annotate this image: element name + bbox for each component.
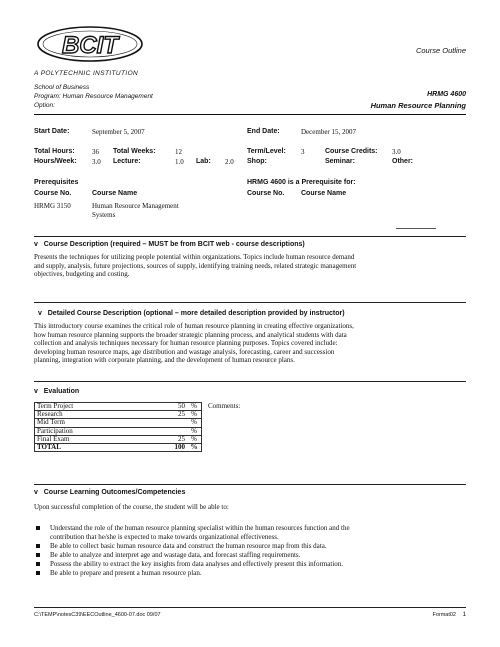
shop-label: Shop: (247, 158, 267, 165)
description-body (34, 253, 466, 279)
option-label: Option: (34, 102, 55, 109)
list-item: Be able to analyze and interpret age and wastage data, and forecast staffing requirements. (36, 551, 456, 560)
evaluation-item: TOTAL (35, 443, 170, 451)
total-weeks-value: 12 (175, 148, 182, 156)
end-date-label: End Date: (247, 128, 280, 135)
bcit-logo (34, 20, 146, 66)
list-item: Understand the role of the human resource planning specialist within the human resources function and the (36, 524, 456, 533)
section-marker: v (34, 489, 38, 496)
bullet-icon (36, 526, 40, 530)
bullet-icon (36, 571, 40, 575)
evaluation-comments: Comments: (208, 401, 241, 410)
evaluation-heading (34, 388, 79, 395)
header-divider (34, 114, 466, 115)
footer-path: C:\TEMP\notesC39\EECOutline_4600-07.doc 09/07 (34, 612, 161, 618)
detailed-line: planning, integration with corporate planning, and the development of human resource plans. (34, 356, 295, 365)
credits-value: 3.0 (392, 148, 401, 156)
prereq-row-name-2: Systems (92, 211, 116, 219)
total-hours-label: Total Hours: (34, 148, 75, 155)
evaluation-weight: 100 (169, 443, 187, 451)
evaluation-item: Research (35, 411, 170, 419)
section-divider-3 (34, 381, 466, 382)
page-number: 1 (462, 612, 466, 618)
evaluation-item: Mid Term (35, 419, 170, 427)
list-item: Be able to prepare and present a human resource plan. (36, 569, 456, 578)
evaluation-row (35, 403, 243, 411)
evaluation-table (34, 402, 242, 452)
evaluation-item: Participation (35, 427, 170, 435)
description-line: objectives, budgeting and costing. (34, 270, 130, 279)
section-marker: v (38, 310, 42, 317)
detailed-line: developing human resource maps, age distribution and wastage analysis, forecasting, career and succession (34, 347, 335, 356)
bullet-icon (36, 544, 40, 548)
lecture-label: Lecture: (113, 158, 141, 165)
lab-value: 2.0 (225, 158, 234, 166)
evaluation-item: Term Project (35, 403, 170, 411)
prereq-for-col-name: Course Name (301, 190, 347, 197)
end-date-value: December 15, 2007 (301, 128, 357, 136)
evaluation-percent: % (187, 403, 202, 411)
detailed-line: This introductory course examines the critical role of human resource planning in creating effective organizations, (34, 322, 354, 330)
total-hours-value: 36 (92, 148, 99, 156)
detailed-title: Detailed Course Description (optional – more detailed description provided by instructor) (47, 310, 345, 317)
start-date-label: Start Date: (34, 128, 70, 135)
evaluation-title: Evaluation (43, 388, 80, 395)
prereq-for-underline (396, 228, 436, 229)
course-title: Human Resource Planning (370, 101, 466, 110)
lab-label: Lab: (196, 158, 211, 165)
other-label: Other: (392, 158, 413, 165)
prereq-for-title: HRMG 4600 is a Prerequisite for: (247, 179, 356, 186)
section-marker: v (34, 241, 38, 248)
list-item: Be able to collect basic human resource data and construct the human resource map from this data. (36, 542, 456, 551)
hours-week-label: Hours/Week: (34, 158, 77, 165)
detailed-line: collection and analysis techniques necessary for human resource planning purposes. Topics covered include: (34, 339, 338, 348)
section-divider-2 (34, 302, 466, 303)
detailed-line: how human resource planning supports the broader strategic planning process, and analytical students with data (34, 330, 347, 339)
evaluation-weight (169, 419, 187, 427)
section-marker: v (34, 388, 38, 395)
seminar-label: Seminar: (325, 158, 355, 165)
prereq-row-no: HRMG 3150 (34, 202, 71, 210)
list-item-continuation: contribution that he/she is expected to make towards organizational effectiveness. (50, 532, 279, 541)
hours-week-value: 3.0 (92, 158, 101, 166)
prereq-for-col-no: Course No. (247, 190, 285, 197)
description-line: Presents the techniques for utilizing people potential within organizations. Topics include human resource demand (34, 253, 355, 261)
evaluation-percent: % (187, 435, 202, 443)
school-name: School of Business (34, 84, 90, 91)
prereq-title: Prerequisites (34, 179, 79, 186)
bullet-icon (36, 562, 40, 566)
prereq-row-name-1: Human Resource Management (92, 202, 179, 210)
outcomes-heading (34, 489, 185, 496)
detailed-heading (38, 310, 345, 317)
institution-tagline: A POLYTECHNIC INSTITUTION (34, 70, 139, 77)
start-date-value: September 5, 2007 (92, 128, 145, 136)
term-label: Term/Level: (247, 148, 286, 155)
evaluation-percent: % (187, 419, 202, 427)
section-divider-4 (34, 484, 466, 485)
total-weeks-label: Total Weeks: (113, 148, 156, 155)
list-item: Possess the ability to extract the key insights from data analyses and effectively present this information. (36, 560, 456, 569)
description-line: and supply, analysis, future projections, sources of supply, identifying training needs, related strategic management (34, 261, 357, 270)
evaluation-weight: 25 (169, 435, 187, 443)
footer-form: Format02 (432, 612, 456, 618)
footer-divider (34, 607, 466, 608)
evaluation-item: Final Exam (35, 435, 170, 443)
course-code: HRMG 4600 (427, 91, 466, 98)
description-title: Course Description (required – MUST be from BCIT web - course descriptions) (43, 241, 305, 248)
description-heading (34, 241, 305, 248)
prereq-col-no: Course No. (34, 190, 72, 197)
program-name: Program: Human Resource Management (34, 93, 153, 100)
evaluation-percent: % (187, 427, 202, 435)
prereq-col-name: Course Name (92, 190, 138, 197)
doc-type: Course Outline (415, 46, 466, 55)
evaluation-weight: 25 (169, 411, 187, 419)
section-divider-1 (34, 236, 466, 237)
logo-wordmark: BCIT (62, 32, 118, 59)
detailed-body (34, 322, 466, 365)
term-value: 3 (301, 148, 305, 156)
outcomes-intro: Upon successful completion of the course, the student will be able to: (34, 503, 229, 511)
evaluation-percent: % (187, 411, 202, 419)
evaluation-weight: 50 (169, 403, 187, 411)
bullet-icon (36, 553, 40, 557)
outcomes-list (36, 524, 456, 578)
evaluation-percent: % (187, 443, 202, 451)
credits-label: Course Credits: (325, 148, 378, 155)
lecture-value: 1.0 (175, 158, 184, 166)
outcomes-title: Course Learning Outcomes/Competencies (43, 489, 186, 496)
